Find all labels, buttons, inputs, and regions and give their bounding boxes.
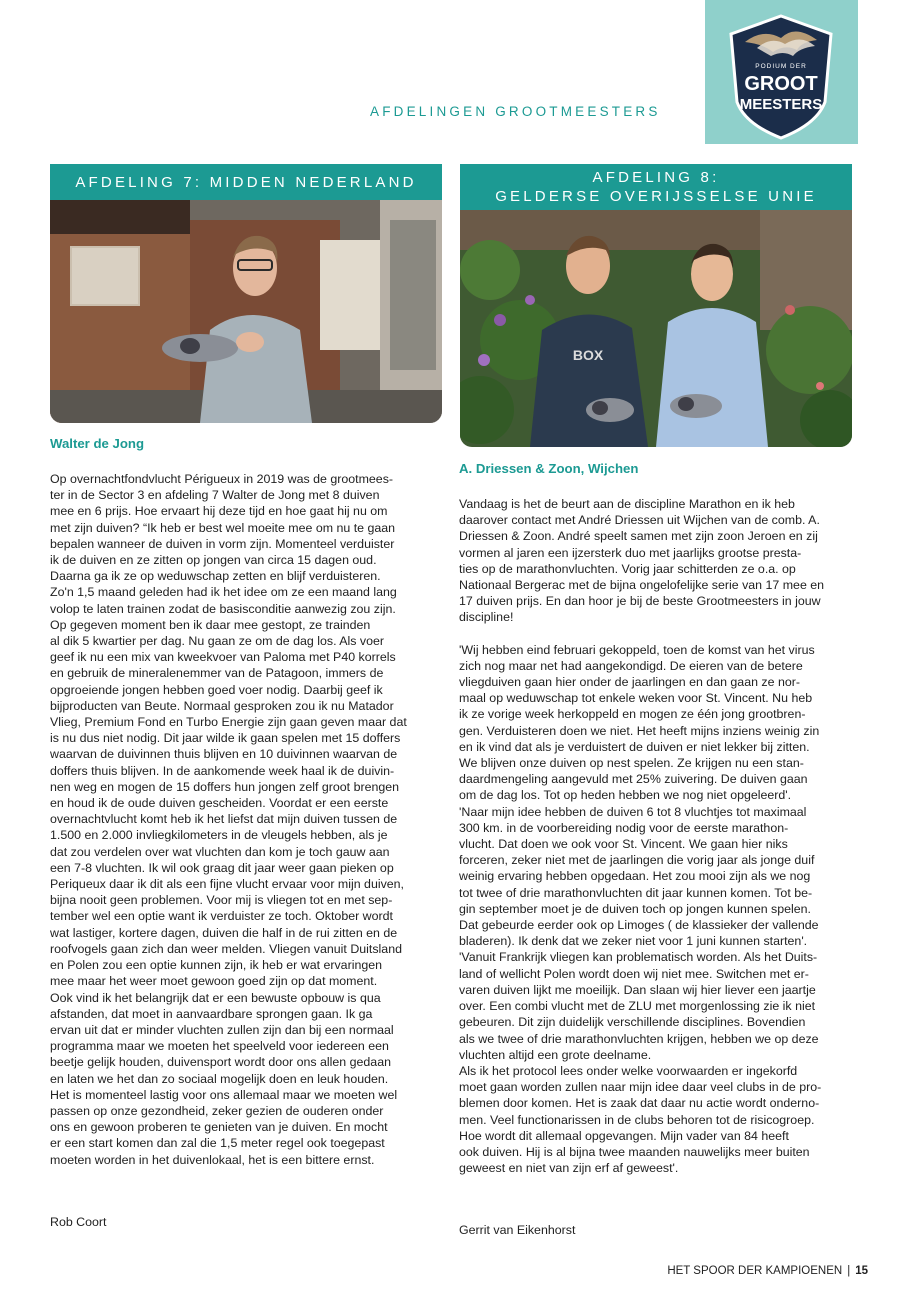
text-line: bijproducten van Beute. Normaal gesproken zou ik nu Matador — [50, 698, 394, 713]
text-line: mee en 6 prijs. Hoe ervaart hij deze tijd en hoe gaat hij nu om — [50, 504, 388, 519]
text-line: vliegduiven gaan hier onder de jaarlingen en dan gaan ze nor- — [459, 675, 800, 690]
svg-text:MEESTERS: MEESTERS — [739, 96, 823, 113]
text-line: ervan uit dat er minder vluchten zullen zijn dan bij een normaal — [50, 1022, 394, 1037]
header-line: AFDELING 8: — [592, 169, 720, 186]
right-author-name: A. Driessen & Zoon, Wijchen — [459, 461, 639, 476]
text-line: roofvogels gaan zich dan weer melden. Vliegen vanuit Duitsland — [50, 941, 402, 956]
text-line: passen op onze gezondheid, zeker gezien de ouderen onder — [50, 1103, 384, 1118]
text-line: ons en gewoon proberen te genieten van je duiven. En mocht — [50, 1120, 388, 1135]
text-line: gebeuren. Dit zijn duidelijk verschillende disciplines. Bovendien — [459, 1015, 806, 1030]
text-line: daardmengeling aangevuld met 25% zuivering. De duiven gaan — [459, 772, 808, 787]
text-line: geweest en niet van zijn erf af geweest'. — [459, 1161, 679, 1176]
text-line: moeten worden in het duivenlokaal, het is een bittere ernst. — [50, 1152, 375, 1167]
left-article-body — [50, 471, 450, 1168]
text-line: daarover contact met André Driessen uit Wijchen van de comb. A. — [459, 513, 820, 528]
text-line: zich nog maar net had aangekondigd. De eieren van de betere — [459, 658, 803, 673]
walter-de-jong-photo — [50, 200, 442, 423]
text-line: 1.500 en 2.000 invliegkilometers in de vleugels hebben, als je — [50, 828, 388, 843]
magazine-name: HET SPOOR DER KAMPIOENEN — [667, 1265, 843, 1277]
right-signature: Gerrit van Eikenhorst — [459, 1223, 576, 1237]
text-line: Op gegeven moment ben ik daar mee gestopt, ze trainden — [50, 617, 371, 632]
text-line: afstanden, dat moet in aanvaardbare sprongen gaan. Ik ga — [50, 1006, 373, 1021]
text-line: is nu dus niet nodig. Dit jaar wilde ik gaan spelen met 15 doffers — [50, 731, 401, 746]
text-line: ook duiven. Hij is al bijna twee maanden nauwelijks meer buiten — [459, 1144, 810, 1159]
text-line: Als ik het protocol lees onder welke voorwaarden er ingekorfd — [459, 1063, 798, 1078]
text-line: waarvan de duivinnen thuis blijven en 10 duivinnen waarvan de — [50, 747, 398, 762]
text-line: Daarna ga ik ze op weduwschap zetten en blijf verduisteren. — [50, 569, 381, 584]
text-line: 'Wij hebben eind februari gekoppeld, toen de komst van het virus — [459, 642, 815, 657]
text-line: met zijn duiven? “Ik heb er best wel moeite mee om nu te gaan — [50, 520, 396, 535]
text-line: gin september moet je de duiven toch op jongen kunnen spelen. — [459, 901, 812, 916]
left-signature: Rob Coort — [50, 1215, 107, 1229]
text-line: doffers thuis blijven. In de aankomende week haal ik de duivin- — [50, 763, 395, 778]
text-line: moet gaan worden zullen naar mijn idee daar veel clubs in de pro- — [459, 1080, 822, 1095]
text-line: tot twee of drie marathonvluchten dit jaar kunnen komen. Tot be- — [459, 885, 813, 900]
text-line: discipline! — [459, 610, 514, 625]
text-line: weinig ervaring hebben opgedaan. Het zou mooi zijn als we nog — [459, 869, 811, 884]
page-number: 15 — [855, 1265, 868, 1277]
text-line: varen duiven lijkt me moeilijk. Dan slaan wij hier liever een jaartje — [459, 982, 816, 997]
section-label: AFDELINGEN GROOTMEESTERS — [370, 104, 661, 119]
text-line: geef ik nu een mix van kweekvoer van Paloma met P40 korrels — [50, 650, 396, 665]
podium-grootmeesters-logo — [705, 0, 858, 144]
text-line: We blijven onze duiven op nest spelen. Ze krijgen nu een stan- — [459, 756, 804, 771]
text-line: bepalen wanneer de duiven in vorm zijn. Momenteel verduister — [50, 536, 395, 551]
text-line: bladeren). Ik denk dat we zeker niet voor 1 juni kunnen starten'. — [459, 934, 808, 949]
svg-text:GROOT: GROOT — [744, 73, 818, 95]
text-line: om de dag los. Tot op heden hebben we nog niet opgeleerd'. — [459, 788, 792, 803]
paragraph-gap — [459, 626, 864, 642]
text-line: land of wellicht Polen wordt doen wij niet mee. Switchen met er- — [459, 966, 809, 981]
text-line: ik ze vorige week herkoppeld en mogen ze één jong grootbren- — [459, 707, 806, 722]
text-line: vlucht. Dat doen we ook voor St. Vincent. We gaan hier niks — [459, 837, 788, 852]
text-line: tember wel een optie want ik verduister ze toch. Oktober wordt — [50, 909, 393, 924]
text-line: Periqueux daar ik dit als een fijne vlucht ervaar voor mijn duiven, — [50, 877, 405, 892]
text-line: Ook vind ik het belangrijk dat er een bewuste opbouw is qua — [50, 990, 381, 1005]
text-line: over. Een combi vlucht met de ZLU met morgenlossing zie ik niet — [459, 999, 816, 1014]
footer-separator: | — [847, 1265, 851, 1277]
text-line: en ik vind dat als je verduistert de duiven er niet lekker bij zitten. — [459, 739, 810, 754]
text-line: nen weg en mogen de 15 doffers hun jongen zelf groot brengen — [50, 779, 400, 794]
text-line: ties op de marathonvluchten. Vorig jaar schitterden ze o.a. op — [459, 561, 796, 576]
page-footer — [667, 1265, 868, 1277]
text-line: Het is momenteel lastig voor ons allemaal maar we moeten wel — [50, 1087, 398, 1102]
text-line: Hoe wordt dit allemaal opgevangen. Mijn vader van 84 heeft — [459, 1128, 789, 1143]
text-line: en laten we het dan zo sociaal mogelijk doen en leuk houden. — [50, 1071, 389, 1086]
text-line: en Polen zou een optie kunnen zijn, ik heb er wat ervaringen — [50, 958, 383, 973]
text-line: Vandaag is het de beurt aan de discipline Marathon en ik heb — [459, 497, 795, 511]
text-line: overnachtvlucht komt heb ik het liefst dat mijn duiven tussen de — [50, 812, 398, 827]
text-line: ik de duiven en ze zitten op jongen van circa 15 dagen oud. — [50, 553, 377, 568]
text-line: vluchten altijd een grote deelname. — [459, 1047, 652, 1062]
svg-text:PODIUM DER: PODIUM DER — [755, 63, 807, 70]
text-line: en gebruik de mineralenemmer van de Patagoon, immers de — [50, 666, 384, 681]
svg-text:BOX: BOX — [572, 347, 604, 363]
text-line: 17 duiven prijs. En dan hoor je bij de beste Grootmeesters in jouw — [459, 594, 821, 609]
text-line: gen. Verduisteren doen we niet. Het heeft mijns inziens weinig zin — [459, 723, 820, 738]
afdeling-7-header — [50, 164, 442, 200]
text-line: 300 km. in de voorbereiding nodig voor de eerste marathon- — [459, 820, 789, 835]
shield-icon — [705, 0, 858, 144]
text-line: wat lastiger, kortere dagen, duiven die half in de rui zitten en de — [50, 925, 398, 940]
text-line: Op overnachtfondvlucht Périgueux in 2019 was de grootmees- — [50, 472, 394, 486]
afdeling-8-header — [460, 164, 852, 210]
text-line: opgroeiende jongen hebben goed voer nodig. Daarbij geef ik — [50, 682, 383, 697]
text-line: Zo'n 1,5 maand geleden had ik het idee om ze een maand lang — [50, 585, 397, 600]
text-line: 'Vanuit Frankrijk vliegen kan problematisch worden. Als het Duits- — [459, 950, 818, 965]
left-author-name: Walter de Jong — [50, 436, 145, 451]
text-line: blemen door komen. Het is zaak dat daar nu actie wordt onderno- — [459, 1096, 820, 1111]
text-line: 'Naar mijn idee hebben de duiven 6 tot 8 vluchtjes tot maximaal — [459, 804, 807, 819]
text-line: men. Veel functionarissen in de clubs behoren tot de risicogroep. — [459, 1112, 815, 1127]
text-line: Nationaal Bergerac met de bijna ongelofelijke serie van 17 mee en — [459, 578, 825, 593]
text-line: beetje gelijk houden, duivensport wordt door ons allen gedaan — [50, 1055, 391, 1070]
driessen-photo — [460, 210, 852, 447]
text-line: mee maar het weer moet gewoon goed zijn op dat moment. — [50, 974, 378, 989]
text-line: programma maar we moeten het speelveld voor iedereen een — [50, 1039, 389, 1054]
text-line: vormen al jaren een ijzersterk duo met jaarlijks grootse presta- — [459, 545, 802, 560]
text-line: forceren, zeker niet met de jaarlingen die vorig jaar als jonge duif — [459, 853, 815, 868]
text-line: maal op weduwschap tot enkele weken voor St. Vincent. Nu heb — [459, 691, 813, 706]
text-line: en houd ik de oude duiven gescheiden. Voordat er een eerste — [50, 796, 389, 811]
text-line: er een start komen dan zal die 1,5 meter regel ook toegepast — [50, 1136, 385, 1151]
text-line: al dik 5 kwartier per dag. Nu gaan ze om de dag los. Als voer — [50, 634, 385, 649]
text-line: dat zou verdelen over wat vluchten dan kom je toch gauw aan — [50, 844, 390, 859]
text-line: ter in de Sector 3 en afdeling 7 Walter de Jong met 8 duiven — [50, 488, 380, 503]
header-line: GELDERSE OVERIJSSELSE UNIE — [495, 188, 817, 205]
text-line: als we twee of drie marathonvluchten krijgen, hebben we op deze — [459, 1031, 819, 1046]
text-line: bijna nooit geen problemen. Voor mij is vliegen tot en met sep- — [50, 893, 393, 908]
text-line: Dat gebeurde eerder ook op Limoges ( de klassieker der vallende — [459, 918, 819, 933]
header-line: AFDELING 7: MIDDEN NEDERLAND — [75, 173, 417, 191]
text-line: een 7-8 vluchten. Ik wil ook graag dit jaar weer gaan pieken op — [50, 860, 394, 875]
right-article-body — [459, 496, 864, 1176]
text-line: Driessen & Zoon. André speelt samen met zijn zoon Jeroen en zij — [459, 529, 818, 544]
text-line: Vlieg, Premium Fond en Turbo Energie zijn gaan geven maar dat — [50, 715, 407, 730]
text-line: volop te laten trainen zodat de basisconditie aanwezig zou zijn. — [50, 601, 396, 616]
